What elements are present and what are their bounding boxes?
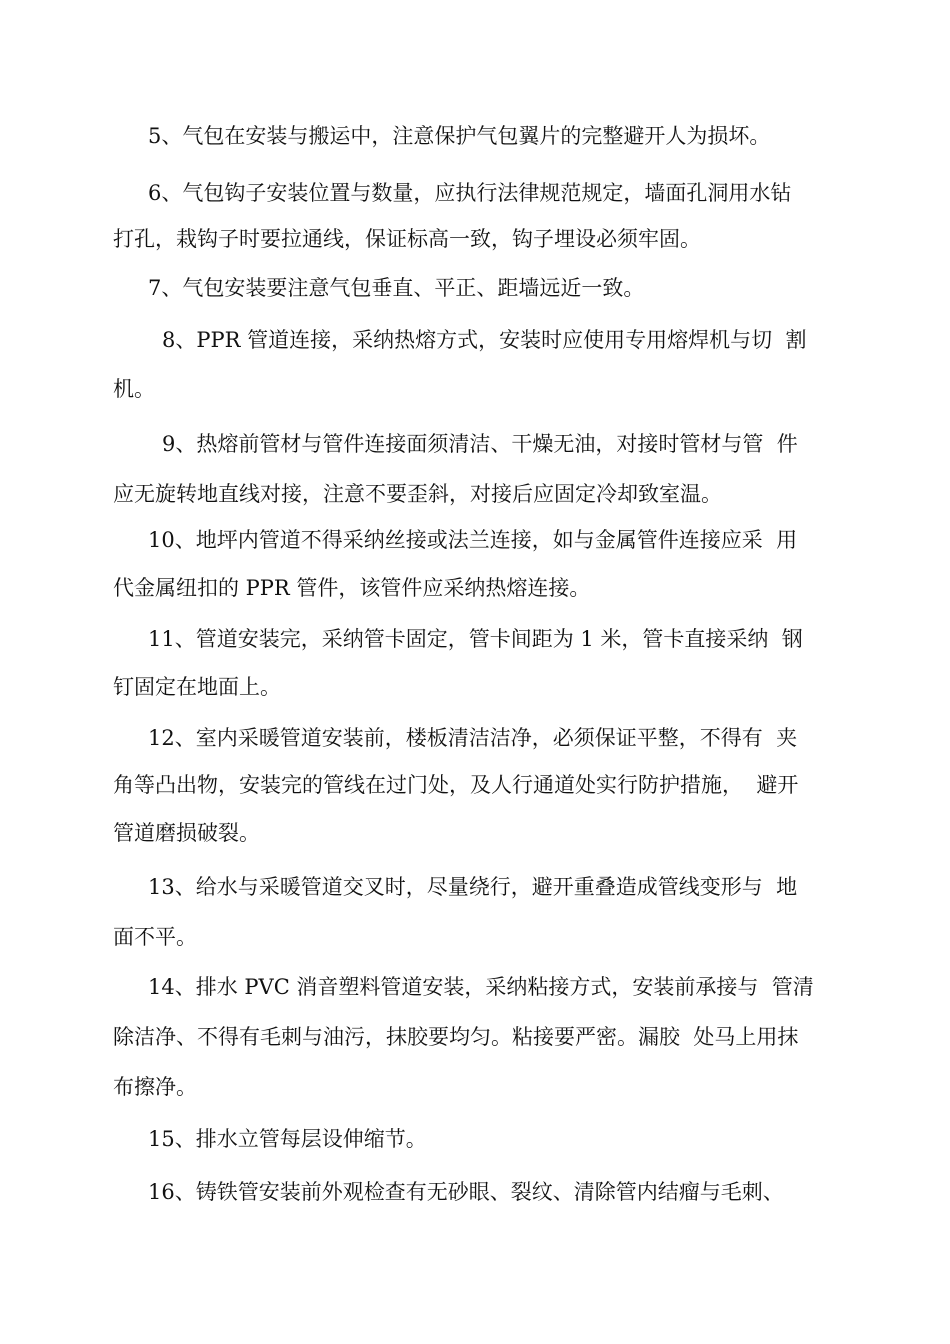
paragraph-11-line-1: 11、管道安装完，采纳管卡固定，管卡间距为 1 米，管卡直接采纳 钢 (148, 627, 803, 651)
paragraph-16-line-1: 16、铸铁管安装前外观检查有无砂眼、裂纹、清除管内结瘤与毛刺、 (148, 1180, 784, 1204)
paragraph-11-line-2: 钉固定在地面上。 (113, 675, 281, 699)
paragraph-15-line-1: 15、排水立管每层设伸缩节。 (148, 1127, 427, 1151)
paragraph-9-line-1: 9、热熔前管材与管件连接面须清洁、干燥无油，对接时管材与管 件 (162, 432, 798, 456)
paragraph-6-line-2: 打孔，栽钩子时要拉通线，保证标高一致，钩子埋设必须牢固。 (113, 227, 701, 251)
paragraph-5-line-1: 5、气包在安装与搬运中，注意保护气包翼片的完整避开人为损坏。 (148, 124, 771, 148)
paragraph-12-line-2: 角等凸出物，安装完的管线在过门处，及人行通道处实行防护措施， 避开 (113, 773, 799, 797)
paragraph-12-line-1: 12、室内采暖管道安装前，楼板清洁洁净，必须保证平整，不得有 夹 (148, 726, 798, 750)
paragraph-6-line-1: 6、气包钩子安装位置与数量，应执行法律规范规定，墙面孔洞用水钻 (148, 181, 792, 205)
paragraph-14-line-2: 除洁净、不得有毛刺与油污，抹胶要均匀。粘接要严密。漏胶 处马上用抹 (113, 1025, 799, 1049)
paragraph-7-line-1: 7、气包安装要注意气包垂直、平正、距墙远近一致。 (148, 276, 645, 300)
paragraph-14-line-1: 14、排水 PVC 消音塑料管道安装，采纳粘接方式，安装前承接与 管清 (148, 975, 814, 999)
paragraph-8-line-1: 8、PPR 管道连接，采纳热熔方式，安装时应使用专用熔焊机与切 割 (162, 328, 807, 352)
paragraph-13-line-2: 面不平。 (113, 925, 197, 949)
paragraph-14-line-3: 布擦净。 (113, 1075, 197, 1099)
paragraph-10-line-1: 10、地坪内管道不得采纳丝接或法兰连接，如与金属管件连接应采 用 (148, 528, 798, 552)
paragraph-13-line-1: 13、给水与采暖管道交叉时，尽量绕行，避开重叠造成管线变形与 地 (148, 875, 798, 899)
paragraph-10-line-2: 代金属纽扣的 PPR 管件，该管件应采纳热熔连接。 (113, 576, 591, 600)
paragraph-9-line-2: 应无旋转地直线对接，注意不要歪斜，对接后应固定冷却致室温。 (113, 482, 722, 506)
paragraph-8-line-2: 机。 (113, 377, 155, 401)
paragraph-12-line-3: 管道磨损破裂。 (113, 821, 260, 845)
